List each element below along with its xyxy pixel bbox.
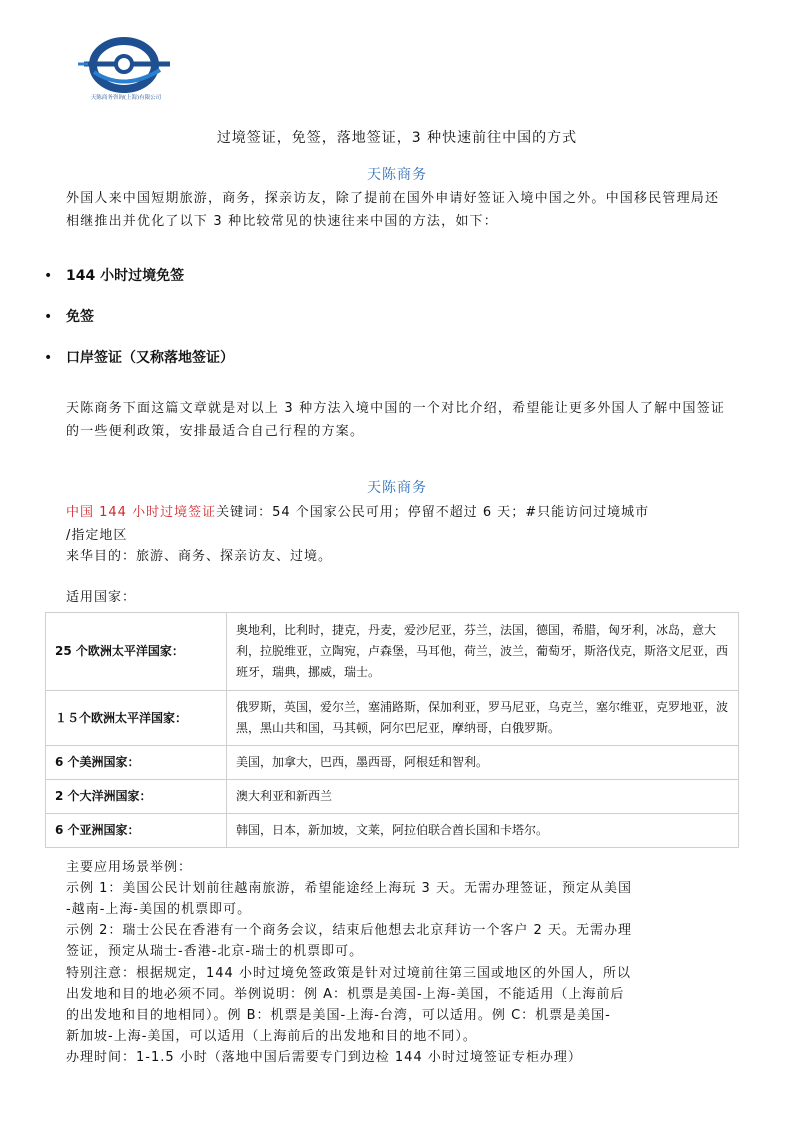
bullet-marker: •	[44, 268, 53, 284]
table-cell-value: 奥地利，比利时，捷克，丹麦，爱沙尼亚，芬兰，法国，德国，希腊，匈牙利，冰岛，意大利，拉脱维亚，立陶宛，卢森堡，马耳他，荷兰，波兰，葡萄牙，斯洛伐克，斯洛文尼亚，西班牙，瑞典，挪威，瑞士。	[227, 613, 739, 691]
table-cell-value: 韩国，日本，新加坡，文莱，阿拉伯联合酋长国和卡塔尔。	[227, 814, 739, 848]
table-cell-label: 25 个欧洲太平洋国家：	[46, 613, 227, 691]
bullet-marker: •	[44, 350, 53, 366]
table-cell-label: 2 个大洋洲国家：	[46, 780, 227, 814]
table-cell-label: 6 个亚洲国家：	[46, 814, 227, 848]
logo-caption: 天陈商务咨询(上海)有限公司	[90, 95, 162, 101]
countries-table	[45, 612, 739, 848]
keywords-text: 关键词：54 个国家公民可用；停留不超过 6 天；#只能访问过境城市	[216, 505, 650, 520]
bullet-label: 口岸签证（又称落地签证）	[66, 350, 234, 366]
table-row	[46, 613, 739, 691]
countries-heading: 适用国家：	[66, 590, 137, 605]
section-keywords	[66, 501, 746, 520]
bullet-item	[44, 306, 94, 326]
section-highlight: 中国 144 小时过境签证	[66, 505, 217, 520]
bullet-marker: •	[44, 309, 53, 325]
bullet-label: 144 小时过境免签	[66, 268, 185, 284]
example-line: 特别注意：根据规定，144 小时过境免签政策是针对过境前往第三国或地区的外国人，所以	[66, 966, 631, 981]
table-cell-label: １５个欧洲太平洋国家：	[46, 691, 227, 746]
table-cell-value: 澳大利亚和新西兰	[227, 780, 739, 814]
example-line: 出发地和目的地必须不同。举例说明：例 A：机票是美国-上海-美国，不能适用（上海前后	[66, 987, 625, 1002]
table-row	[46, 746, 739, 780]
table-row	[46, 691, 739, 746]
brand-heading-2: 天陈商务	[367, 480, 427, 496]
example-line: 新加坡-上海-美国，可以适用（上海前后的出发地和目的地不同）。	[66, 1029, 477, 1044]
purpose-line: 来华目的：旅游、商务、探亲访友、过境。	[66, 549, 333, 564]
example-line: 示例 2：瑞士公民在香港有一个商务会议，结束后他想去北京拜访一个客户 2 天。无需办理	[66, 923, 632, 938]
intro-paragraph: 外国人来中国短期旅游，商务，探亲访友，除了提前在国外申请好签证入境中国之外。中国移民管理局还相继推出并优化了以下 3 种比较常见的快速往来中国的方法，如下：	[66, 191, 720, 229]
brand-heading: 天陈商务	[367, 167, 427, 183]
table-cell-value: 美国，加拿大，巴西，墨西哥，阿根廷和智利。	[227, 746, 739, 780]
bullet-item	[44, 265, 184, 285]
bullet-label: 免签	[66, 309, 94, 325]
example-line: -越南-上海-美国的机票即可。	[66, 902, 252, 917]
example-line: 的出发地和目的地相同）。例 B：机票是美国-上海-台湾，可以适用。例 C：机票是美国-	[66, 1008, 611, 1023]
bullet-item	[44, 347, 234, 367]
table-row	[46, 814, 739, 848]
table-cell-label: 6 个美洲国家：	[46, 746, 227, 780]
summary-paragraph: 天陈商务下面这篇文章就是对以上 3 种方法入境中国的一个对比介绍，希望能让更多外国人了解中国签证的一些便利政策，安排最适合自己行程的方案。	[66, 401, 726, 439]
document-title: 过境签证，免签，落地签证，3 种快速前往中国的方式	[216, 130, 578, 146]
table-row	[46, 780, 739, 814]
example-line: 示例 1：美国公民计划前往越南旅游，希望能途经上海玩 3 天。无需办理签证，预定从美国	[66, 881, 632, 896]
table-cell-value: 俄罗斯，英国，爱尔兰，塞浦路斯，保加利亚，罗马尼亚，乌克兰，塞尔维亚，克罗地亚，波黑，黑山共和国，马其顿，阿尔巴尼亚，摩纳哥，白俄罗斯。	[227, 691, 739, 746]
keywords-continuation: /指定地区	[66, 528, 128, 543]
example-line: 签证，预定从瑞士-香港-北京-瑞士的机票即可。	[66, 944, 364, 959]
example-line: 主要应用场景举例：	[66, 860, 193, 875]
example-line: 办理时间：1-1.5 小时（落地中国后需要专门到边检 144 小时过境签证专柜办理）	[66, 1050, 582, 1065]
